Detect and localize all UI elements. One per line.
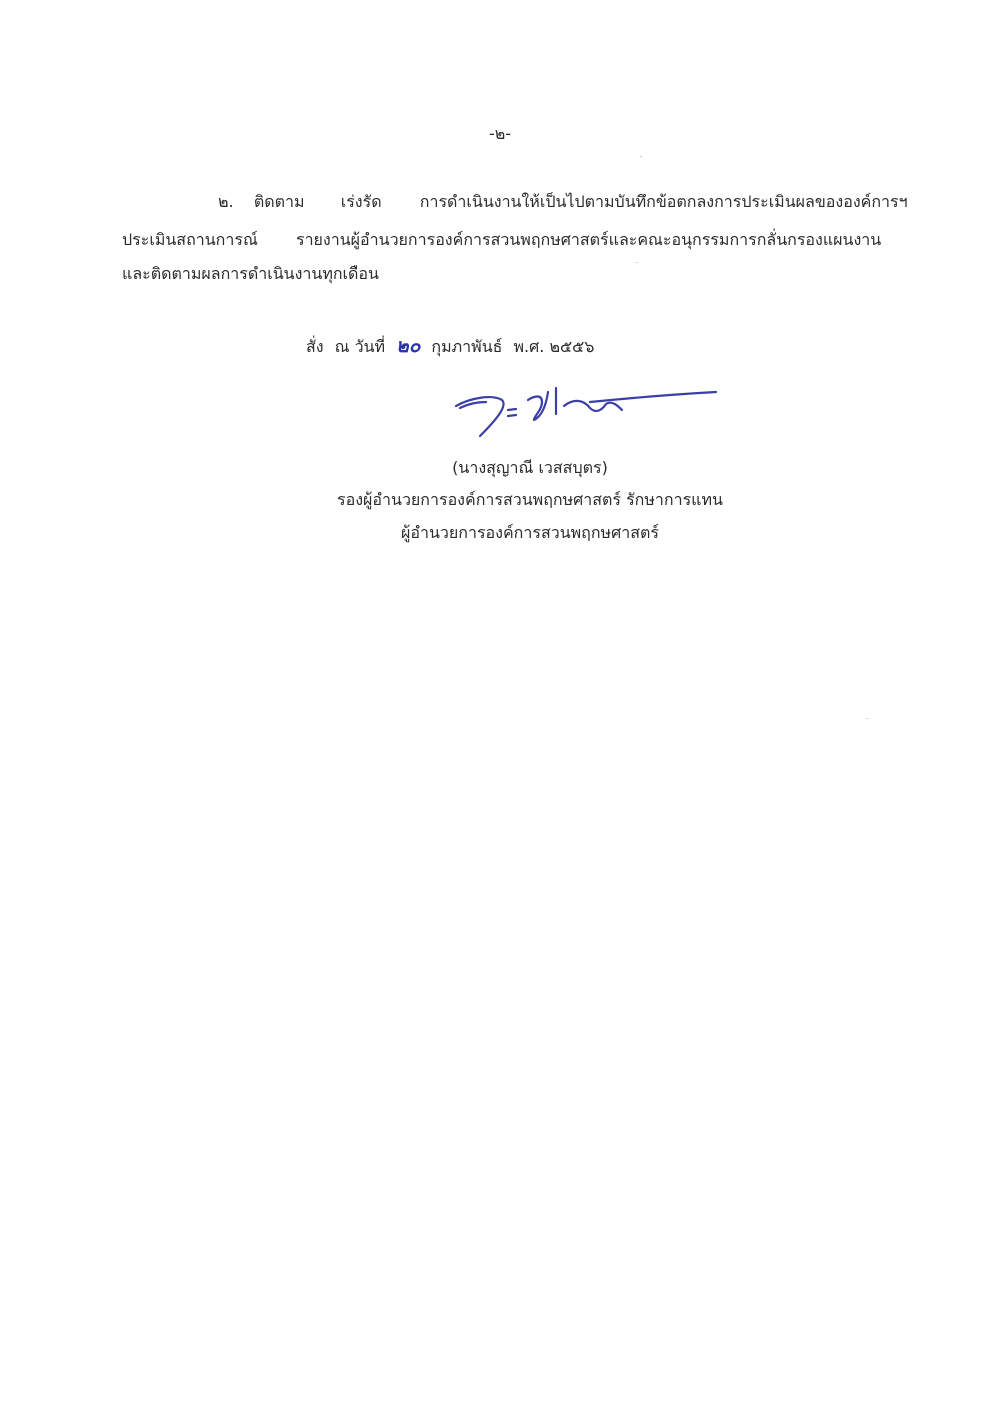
scan-speck <box>640 156 642 157</box>
paragraph-line-3: และติดตามผลการดำเนินงานทุกเดือน <box>122 264 379 283</box>
handwritten-signature <box>450 380 720 442</box>
order-prefix: สั่ง <box>306 337 324 356</box>
order-era: พ.ศ. <box>513 337 545 356</box>
paragraph-line-1 <box>122 192 908 212</box>
order-day: ๒๐ <box>396 335 421 357</box>
scan-speck <box>636 262 638 263</box>
paragraph-text: ประเมินสถานการณ์ <box>122 230 258 249</box>
paragraph-text: การดำเนินงานให้เป็นไปตามบันทึกข้อตกลงการประเมินผลขององค์การฯ <box>419 192 908 211</box>
order-month: กุมภาพันธ์ <box>431 337 503 356</box>
order-year: ๒๕๕๖ <box>549 337 595 356</box>
paragraph-text: เร่งรัด <box>340 192 382 211</box>
order-on-day: ณ วันที่ <box>334 337 386 356</box>
scan-speck <box>866 718 868 719</box>
paragraph-line-2 <box>122 230 897 250</box>
order-date <box>306 331 594 361</box>
signer-name: (นางสุญาณี เวสสบุตร) <box>452 458 608 477</box>
paragraph-text: ติดตาม <box>253 192 305 211</box>
signer-title: รองผู้อำนวยการองค์การสวนพฤกษศาสตร์ รักษาการแทน <box>337 490 723 509</box>
signer-title-2: ผู้อำนวยการองค์การสวนพฤกษศาสตร์ <box>401 523 659 542</box>
page-number: -๒- <box>488 124 512 143</box>
item-number: ๒. <box>218 192 234 211</box>
paragraph-text: รายงานผู้อำนวยการองค์การสวนพฤกษศาสตร์และคณะอนุกรรมการกลั่นกรองแผนงาน <box>295 230 882 249</box>
